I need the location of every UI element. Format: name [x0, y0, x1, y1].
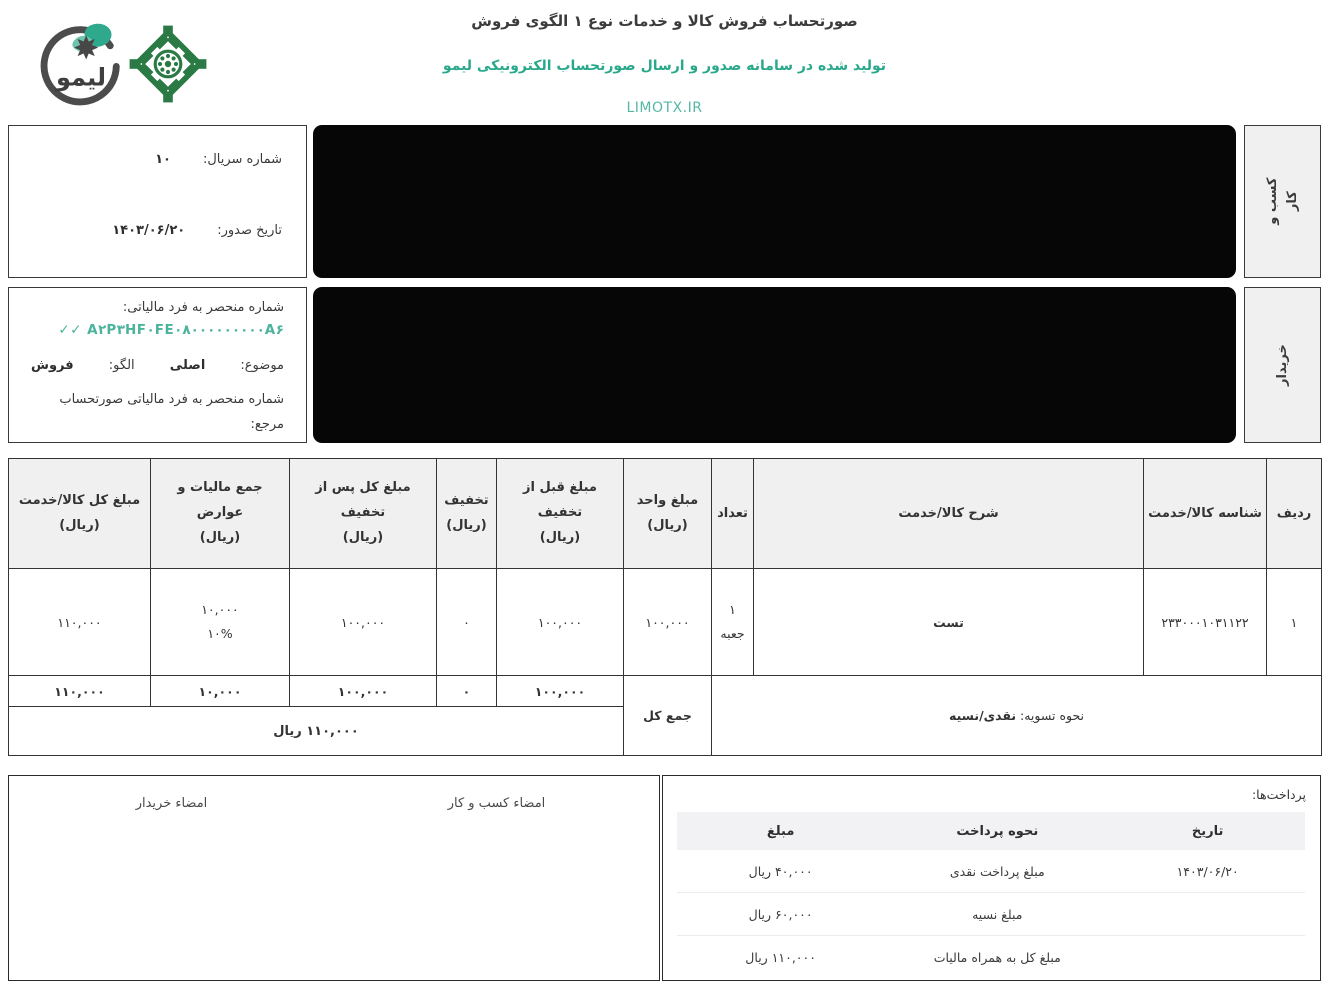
settlement-label: نحوه تسویه: [1020, 708, 1085, 723]
serial-line [27, 152, 282, 167]
item-after-discount: ۱۰۰,۰۰۰ [290, 569, 437, 676]
issue-date-line [27, 223, 282, 238]
item-description: تست [754, 569, 1144, 676]
subject-value: اصلی [169, 358, 206, 373]
payment-date [1110, 936, 1305, 979]
col-after-discount: مبلغ کل پس از تخفیف (ریال) [290, 459, 437, 569]
payment-row [677, 893, 1305, 936]
totals-row [9, 676, 1322, 707]
page-title: صورتحساب فروش کالا و خدمات نوع ۱ الگوی فروش [471, 12, 858, 30]
redacted-buyer-details [313, 287, 1236, 443]
payments-table [677, 812, 1305, 978]
item-before-discount: ۱۰۰,۰۰۰ [497, 569, 624, 676]
pattern-value: فروش [31, 358, 74, 373]
item-tax: ۱۰,۰۰۰ ۱۰% [151, 569, 290, 676]
reference-label: شماره منحصر به فرد مالیاتی صورتحساب مرجع: [59, 392, 284, 433]
col-unit-price: مبلغ واحد (ریال) [624, 459, 712, 569]
col-discount: تخفیف (ریال) [437, 459, 497, 569]
serial-label: شماره سریال: [202, 152, 282, 167]
signatures-box [8, 775, 660, 981]
payment-method: مبلغ نسیه [884, 893, 1110, 936]
payments-col-date: تاریخ [1110, 812, 1305, 850]
settlement-cell [712, 676, 1322, 756]
payment-date: ۱۴۰۳/۰۶/۲۰ [1176, 863, 1239, 879]
item-row [9, 569, 1322, 676]
subject-line [25, 358, 284, 373]
payment-method: مبلغ کل به همراه مالیات [884, 936, 1110, 979]
tax-id-line [25, 322, 284, 338]
buyer-side-label: خریدار [1274, 344, 1290, 386]
svg-text:لیمو: لیمو [55, 63, 107, 92]
items-table [8, 458, 1322, 756]
tax-id-value: A۲P۳HF۰FE۰۸۰۰۰۰۰۰۰۰۰A۶ [87, 322, 284, 338]
col-description: شرح کالا/خدمت [754, 459, 1144, 569]
items-table-wrap [8, 458, 1322, 756]
payment-amount: ۶۰,۰۰۰ ریال [677, 893, 884, 936]
payment-method: مبلغ پرداخت نقدی [949, 863, 1045, 879]
serial-value: ۱۰ [155, 152, 171, 167]
items-header-row [9, 459, 1322, 569]
business-signature-area: امضاء کسب و کار [447, 796, 546, 811]
verified-check-icon: ✓✓ [58, 322, 82, 338]
item-product-id: ۲۳۳۰۰۰۱۰۳۱۱۲۲ [1144, 569, 1267, 676]
item-total: ۱۱۰,۰۰۰ [9, 569, 151, 676]
col-tax-total: جمع مالیات و عوارض (ریال) [151, 459, 290, 569]
pattern-label: الگو: [108, 358, 135, 373]
payments-col-method: نحوه پرداخت [884, 812, 1110, 850]
payment-amount: ۴۰,۰۰۰ ریال [748, 863, 813, 879]
total-tax: ۱۰,۰۰۰ [151, 676, 290, 707]
business-side-label: کسب و کار [1264, 177, 1300, 226]
site-link[interactable]: LIMOTX.IR [626, 100, 703, 116]
subject-label: موضوع: [240, 358, 284, 373]
buyer-signature-area: امضاء خریدار [135, 796, 208, 811]
total-discount: ۰ [437, 676, 497, 707]
issue-date-label: تاریخ صدور: [217, 223, 282, 238]
payments-box [662, 775, 1321, 981]
item-row-number: ۱ [1267, 569, 1322, 676]
settlement-value: نقدی/نسیه [948, 708, 1017, 723]
payments-title: پرداخت‌ها: [1251, 787, 1306, 802]
payment-amount: ۱۱۰,۰۰۰ ریال [677, 936, 884, 979]
payment-row [677, 936, 1305, 979]
col-quantity: تعداد [712, 459, 754, 569]
buyer-info-box [8, 287, 307, 443]
col-line-total: مبلغ کل کالا/خدمت (ریال) [9, 459, 151, 569]
site-link-wrap [0, 97, 1329, 116]
buyer-side-tab [1244, 287, 1321, 443]
total-before-discount: ۱۰۰,۰۰۰ [497, 676, 624, 707]
sum-label-cell: جمع کل [624, 676, 712, 756]
total-amount: ۱۱۰,۰۰۰ [9, 676, 151, 707]
page-subtitle: تولید شده در سامانه صدور و ارسال صورتحساب الکترونیکی لیمو [442, 58, 887, 74]
business-side-tab [1244, 125, 1321, 278]
col-before-discount: مبلغ قبل از تخفیف (ریال) [497, 459, 624, 569]
col-product-id: شناسه کالا/خدمت [1144, 459, 1267, 569]
redacted-business-details [313, 125, 1236, 278]
col-row-number: ردیف [1267, 459, 1322, 569]
total-after-discount: ۱۰۰,۰۰۰ [290, 676, 437, 707]
tax-id-label: شماره منحصر به فرد مالیاتی: [122, 300, 284, 315]
item-discount: ۰ [437, 569, 497, 676]
payments-col-amount: مبلغ [677, 812, 884, 850]
issue-date-value: ۱۴۰۳/۰۶/۲۰ [112, 223, 186, 238]
payment-date [1110, 893, 1305, 936]
item-unit-price: ۱۰۰,۰۰۰ [624, 569, 712, 676]
grand-total-cell: ۱۱۰,۰۰۰ ریال [9, 707, 624, 756]
payment-row [677, 850, 1305, 893]
business-info-box [8, 125, 307, 278]
payments-header-row [677, 812, 1305, 850]
item-quantity: ۱ جعبه [712, 569, 754, 676]
